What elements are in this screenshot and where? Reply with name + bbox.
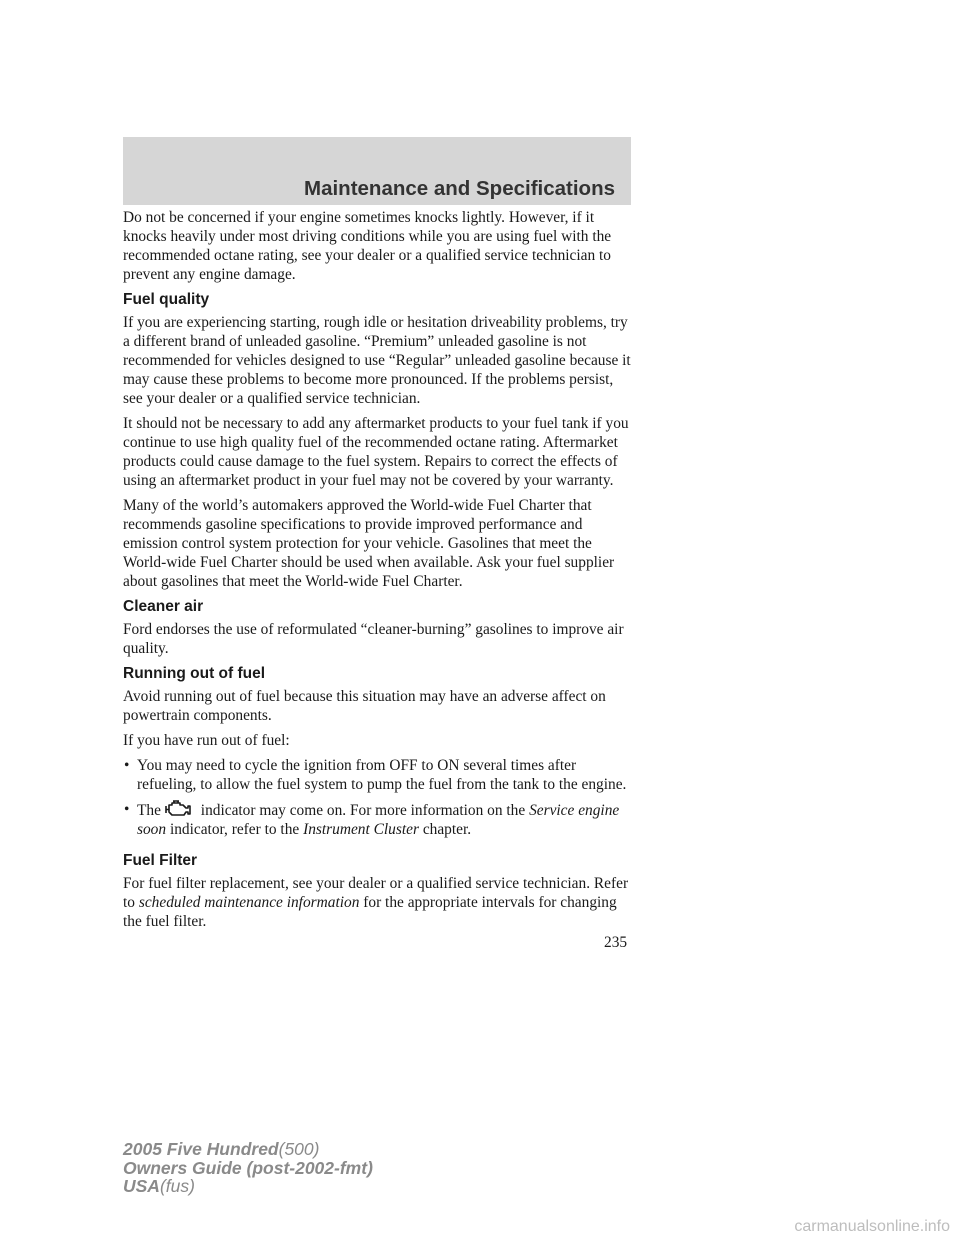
fuel-filter-before: For fuel filter replacement, see your dealer or a qualified service technician. Refer to (123, 875, 629, 911)
footer-line-2 (123, 1159, 373, 1178)
footer-region: USA (123, 1176, 160, 1196)
section-title: Maintenance and Specifications (304, 177, 615, 200)
heading-cleaner-air: Cleaner air (123, 598, 204, 615)
watermark: carmanualsonline.info (794, 1218, 950, 1235)
footer-line-1 (123, 1140, 373, 1159)
bullet: • (124, 757, 130, 774)
heading-running-out-of-fuel: Running out of fuel (123, 665, 266, 682)
engine-icon (163, 800, 193, 818)
page-content (123, 208, 635, 937)
bullet2-mid: indicator, refer to the (169, 821, 300, 838)
bullet: • (124, 801, 130, 818)
heading-fuel-quality: Fuel quality (123, 291, 210, 308)
footer-model: 2005 Five Hundred (123, 1139, 279, 1159)
page-number: 235 (604, 934, 628, 951)
footer-guide: Owners Guide (post-2002-fmt) (123, 1157, 373, 1178)
section-header-band (123, 137, 631, 205)
footer-region-code: (fus) (159, 1176, 195, 1196)
intro-paragraph: Do not be concerned if your engine sometimes knocks lightly. However, if it knocks heavily under most driving conditions while you are using fuel with the recommended octane rating, see your dealer or a qualified service technician to prevent any engine damage. (123, 209, 612, 283)
footer-line-3 (123, 1177, 373, 1196)
cleaner-air-paragraph: Ford endorses the use of reformulated “cleaner-burning” gasolines to improve air quality. (123, 621, 624, 657)
running-out-lead: If you have run out of fuel: (123, 732, 290, 749)
service-engine-soon: Service engine soon (137, 802, 620, 838)
fuel-filter-paragraph (123, 874, 635, 931)
bullet2-end: chapter. (422, 821, 472, 838)
running-out-list (123, 756, 635, 839)
bullet2-before: The (137, 802, 161, 819)
list-item (123, 800, 635, 839)
bullet2-after: indicator may come on. For more information on the (200, 802, 526, 819)
list-item (123, 756, 635, 794)
fuel-quality-paragraph-3: Many of the world’s automakers approved the World-wide Fuel Charter that recommends gasoline specifications to provide improved performance and emission control system protection for your vehicle. Gasolines that meet the World-wide Fuel Charter should be used when available. Ask your fuel supplier about gasolines that meet the World-wide Fuel Charter. (123, 497, 615, 590)
instrument-cluster: Instrument Cluster (303, 821, 419, 838)
scheduled-maintenance-ref: scheduled maintenance information (138, 894, 360, 911)
running-out-paragraph: Avoid running out of fuel because this situation may have an adverse affect on powertrain components. (123, 688, 606, 724)
fuel-quality-paragraph-1: If you are experiencing starting, rough idle or hesitation driveability problems, try a different brand of unleaded gasoline. “Premium” unleaded gasoline is not recommended for vehicles designed to use “Regular” unleaded gasoline because it may cause these problems to become more pronounced. If the problems persist, see your dealer or a qualified service technician. (123, 314, 631, 407)
fuel-quality-paragraph-2: It should not be necessary to add any aftermarket products to your fuel tank if you continue to use high quality fuel of the recommended octane rating. Aftermarket products could cause damage to the fuel system. Repairs to correct the effects of using an aftermarket product in your fuel may not be covered by your warranty. (123, 415, 629, 489)
fuel-filter-after: for the appropriate intervals for changing the fuel filter. (123, 894, 617, 930)
heading-fuel-filter: Fuel Filter (123, 852, 198, 869)
bullet-text-1: You may need to cycle the ignition from OFF to ON several times after refueling, to allow the fuel system to pump the fuel from the tank to the engine. (137, 757, 627, 793)
footer-model-code: (500) (278, 1139, 320, 1159)
footer (123, 1140, 373, 1196)
